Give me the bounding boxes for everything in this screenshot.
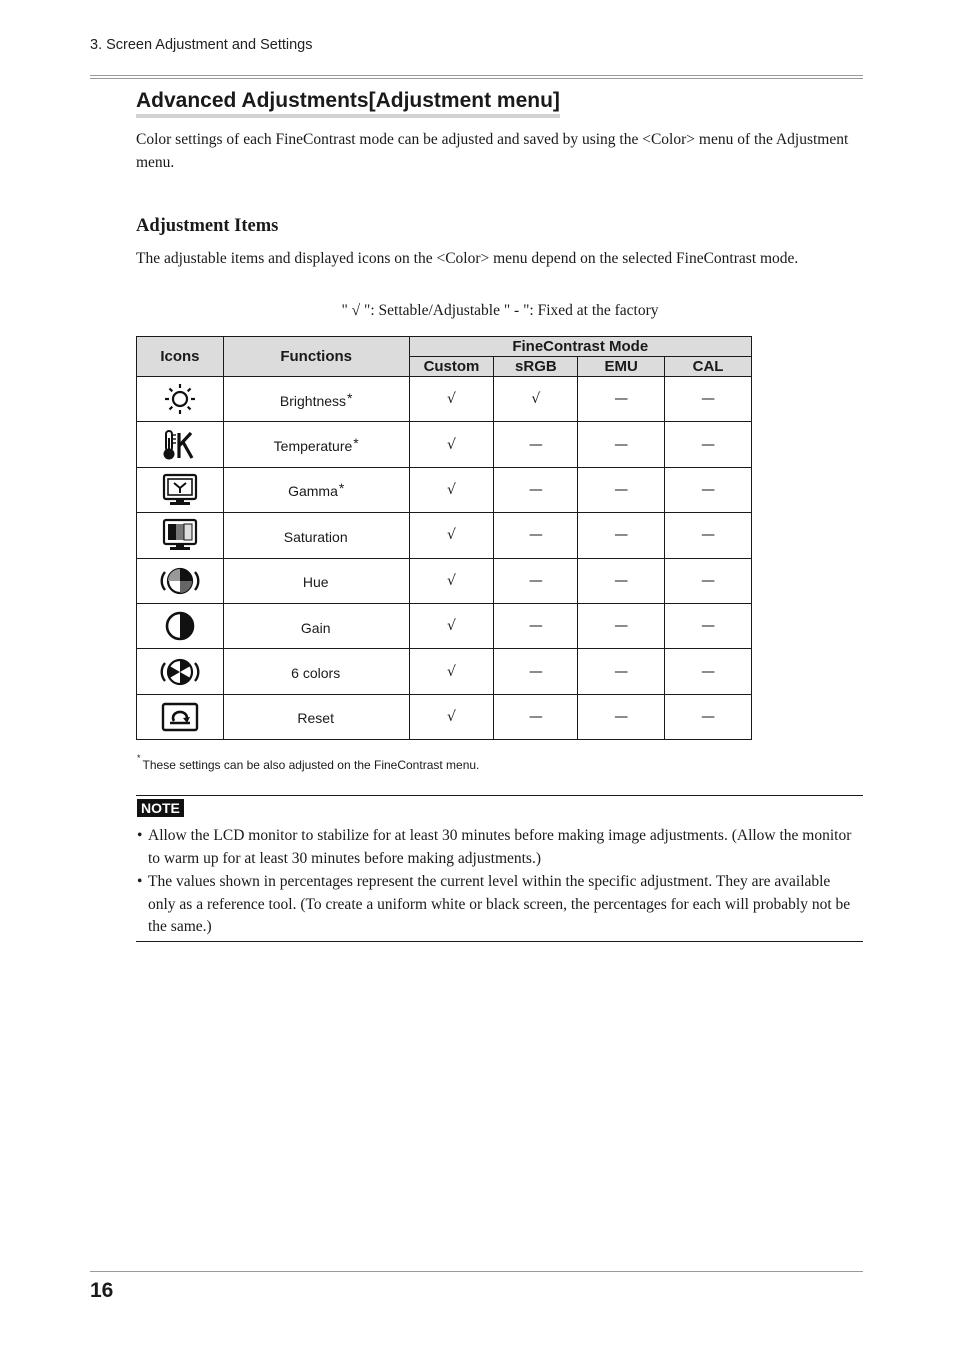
section-intro: Color settings of each FineContrast mode can be adjusted and saved by using the <Color> menu of the Adjustment menu.: [136, 131, 849, 171]
value-cell: —: [665, 649, 752, 694]
adjustment-items-table: [136, 336, 752, 740]
value-cell: —: [665, 467, 752, 512]
note-text: Allow the LCD monitor to stabilize for at least 30 minutes before making image adjustments. (Allow the monitor to warm up for at least 30 minutes before making adjustments.): [148, 827, 852, 867]
value-cell: √: [494, 377, 578, 422]
value-cell: —: [665, 558, 752, 603]
note-badge: NOTE: [137, 799, 184, 817]
note-text: The values shown in percentages represent the current level within the specific adjustment. They are available only as a reference tool. (To create a uniform white or black screen, the percentages for each will probably not be the same.): [148, 873, 851, 935]
value-cell: √: [409, 513, 494, 558]
value-cell: —: [494, 513, 578, 558]
table-row: [137, 377, 752, 422]
value-cell: —: [578, 558, 665, 603]
value-cell: —: [494, 422, 578, 467]
bullet-mark: •: [137, 827, 143, 844]
note-top-rule: [136, 795, 863, 796]
header-rule: [90, 75, 863, 79]
value-cell: —: [578, 694, 665, 739]
table-row: [137, 694, 752, 739]
adjustment-items-heading: Adjustment Items: [136, 216, 279, 236]
table-row: [137, 603, 752, 648]
column-header-emu: EMU: [578, 357, 665, 377]
column-header-srgb: sRGB: [494, 357, 578, 377]
hue-icon: [157, 564, 203, 598]
value-cell: —: [665, 377, 752, 422]
value-cell: —: [665, 694, 752, 739]
section-title: Advanced Adjustments[Adjustment menu]: [136, 89, 560, 118]
column-header-finecontrast-mode: FineContrast Mode: [409, 337, 751, 357]
page-number: 16: [90, 1279, 114, 1302]
function-name: Reset: [297, 710, 334, 727]
function-name: Saturation: [283, 528, 348, 545]
column-header-functions: Functions: [223, 337, 409, 377]
value-cell: √: [409, 467, 494, 512]
asterisk-mark: *: [353, 435, 359, 452]
column-header-icons: Icons: [137, 337, 224, 377]
value-cell: —: [578, 649, 665, 694]
value-cell: —: [578, 422, 665, 467]
value-cell: —: [494, 649, 578, 694]
function-name: Gain: [300, 619, 331, 636]
table-legend: " √ ": Settable/Adjustable " - ": Fixed at the factory: [341, 302, 659, 319]
value-cell: √: [409, 377, 494, 422]
column-header-custom: Custom: [409, 357, 494, 377]
value-cell: √: [409, 603, 494, 648]
list-item: [136, 871, 858, 939]
value-cell: —: [578, 467, 665, 512]
value-cell: √: [409, 558, 494, 603]
reset-icon: [161, 702, 199, 732]
six-colors-icon: [157, 655, 203, 689]
table-row: [137, 467, 752, 512]
asterisk-mark: *: [338, 480, 345, 497]
table-footnote: [137, 753, 480, 772]
table-row: [137, 422, 752, 467]
value-cell: —: [494, 467, 578, 512]
column-header-cal: CAL: [665, 357, 752, 377]
function-name: 6 colors: [291, 665, 341, 682]
bullet-mark: •: [137, 873, 143, 890]
footer-rule: [90, 1271, 863, 1272]
table-row: [137, 558, 752, 603]
footnote-mark: *: [137, 753, 141, 763]
value-cell: —: [665, 513, 752, 558]
value-cell: —: [578, 513, 665, 558]
table-row: [137, 513, 752, 558]
value-cell: —: [494, 558, 578, 603]
chapter-header: 3. Screen Adjustment and Settings: [90, 37, 313, 53]
value-cell: √: [409, 422, 494, 467]
footnote-text: These settings can be also adjusted on the FineContrast menu.: [142, 758, 480, 772]
brightness-icon: [163, 382, 197, 416]
gain-icon: [163, 609, 197, 643]
function-name: Gamma: [288, 483, 338, 500]
value-cell: —: [665, 603, 752, 648]
function-name: Brightness: [279, 392, 347, 409]
function-name: Temperature: [273, 438, 353, 455]
adjustment-items-description: The adjustable items and displayed icons on the <Color> menu depend on the selected FineContrast mode.: [136, 250, 799, 267]
temperature-icon: [160, 428, 200, 462]
value-cell: —: [578, 603, 665, 648]
value-cell: —: [578, 377, 665, 422]
value-cell: —: [494, 603, 578, 648]
value-cell: √: [409, 694, 494, 739]
asterisk-mark: *: [347, 389, 353, 406]
value-cell: √: [409, 649, 494, 694]
table-row: [137, 649, 752, 694]
list-item: [136, 825, 858, 870]
saturation-icon: [161, 517, 199, 553]
gamma-icon: [161, 472, 199, 508]
value-cell: —: [665, 422, 752, 467]
function-name: Hue: [302, 574, 329, 591]
value-cell: —: [494, 694, 578, 739]
note-list: [136, 825, 858, 940]
note-bottom-rule: [136, 941, 863, 942]
